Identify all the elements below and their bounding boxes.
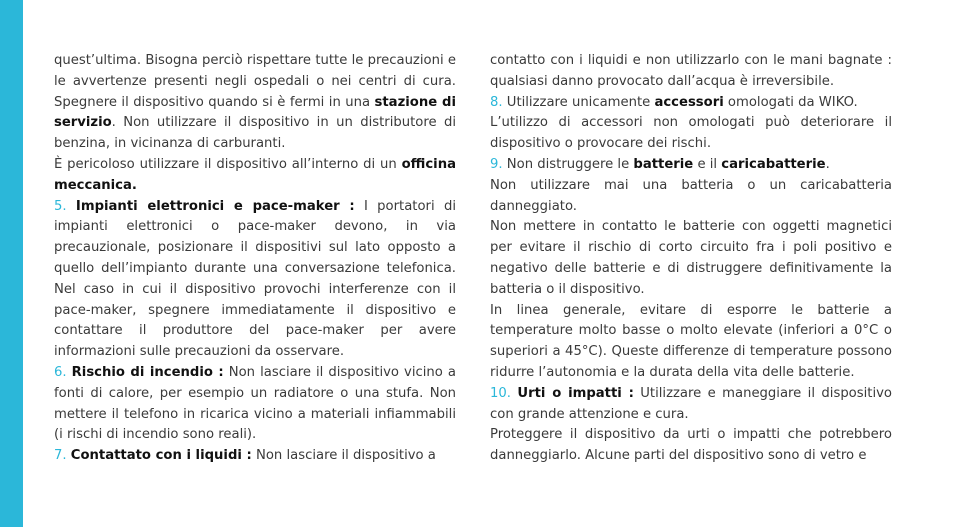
paragraph-hospitals: quest’ultima. Bisogna perciò rispettare tutte le precauzioni e le avvertenze presenti negli ospedali o nei centri di cura. Spegnere il dispositivo quando si è fermi in una stazione di servizio. Non utilizzare il dispositivo in un distributore di benzina, in vicinanza di carburanti. <box>54 53 456 152</box>
highlight-charger: caricabatterie <box>721 156 826 172</box>
section-number: 9. <box>490 156 503 172</box>
section-number: 7. <box>54 448 67 464</box>
paragraph-accessories-risk: L’utilizzo di accessori non omologati può deteriorare il dispositivo o provocare dei rischi. <box>490 115 892 152</box>
section-number: 6. <box>54 364 67 380</box>
section-9-batteries: 9. Non distruggere le batterie e il caricabatterie. <box>490 156 830 172</box>
highlight-service-station: stazione di servizio <box>54 94 456 131</box>
paragraph-liquids-cont: contatto con i liquidi e non utilizzarlo con le mani bagnate : qualsiasi danno provocato dall’acqua è irreversibile. <box>490 53 892 89</box>
section-5-pacemaker: 5. Impianti elettronici e pace-maker : I portatori di impianti elettronici o pace-maker devono, in via precauzionale, posizionare il dispositivi sul lato opposto a quello dell’impianto durante una conversazione telefonica. Nel caso in cui il dispositivo provochi interferenze con il pace-maker, spegnere immediatamente il dispositivo e contattare il produttore del pace-maker per avere informazioni sulle precauzioni da osservare. <box>54 198 456 360</box>
section-number: 5. <box>54 198 67 214</box>
section-title: Contattato con i liquidi : <box>70 448 252 464</box>
left-column <box>54 51 456 467</box>
section-number: 10. <box>490 385 511 401</box>
paragraph-magnetic-objects: Non mettere in contatto le batterie con oggetti magnetici per evitare il rischio di corto circuito fra i poli positivo e negativo delle batterie e di distruggere definitivamente la batteria o il dispositivo. <box>490 219 892 297</box>
section-title: Urti o impatti : <box>517 385 634 401</box>
highlight-workshop: officina meccanica. <box>54 156 456 193</box>
section-title: Rischio di incendio : <box>71 364 224 380</box>
section-title: Impianti elettronici e pace-maker : <box>75 198 355 214</box>
section-8-accessories: 8. Utilizzare unicamente accessori omologati da WIKO. <box>490 94 858 110</box>
paragraph-damaged-battery: Non utilizzare mai una batteria o un caricabatteria danneggiato. <box>490 177 892 214</box>
highlight-batteries: batterie <box>633 156 694 172</box>
accent-side-band <box>0 0 23 527</box>
paragraph-workshop: È pericoloso utilizzare il dispositivo all’interno di un officina meccanica. <box>54 156 456 193</box>
paragraph-temperatures: In linea generale, evitare di esporre le batterie a temperature molto basse o molto elevate (inferiori a 0°C o superiori a 45°C). Queste differenze di temperature possono ridurre l’autonomia e la durata della vita delle batterie. <box>490 302 892 380</box>
section-number: 8. <box>490 94 503 110</box>
highlight-accessories: accessori <box>654 94 724 110</box>
section-7-liquids: 7. Contattato con i liquidi : Non lasciare il dispositivo a <box>54 448 436 464</box>
right-column <box>490 51 892 467</box>
section-6-fire-risk: 6. Rischio di incendio : Non lasciare il dispositivo vicino a fonti di calore, per esempio un radiatore o una stufa. Non mettere il telefono in ricarica vicino a materiali infiammabili (i rischi di incendio sono reali). <box>54 364 456 443</box>
section-10-impacts: 10. Urti o impatti : Utilizzare e maneggiare il dispositivo con grande attenzione e cura. <box>490 385 892 422</box>
paragraph-protect-device: Proteggere il dispositivo da urti o impatti che potrebbero danneggiarlo. Alcune parti del dispositivo sono di vetro e <box>490 427 892 464</box>
